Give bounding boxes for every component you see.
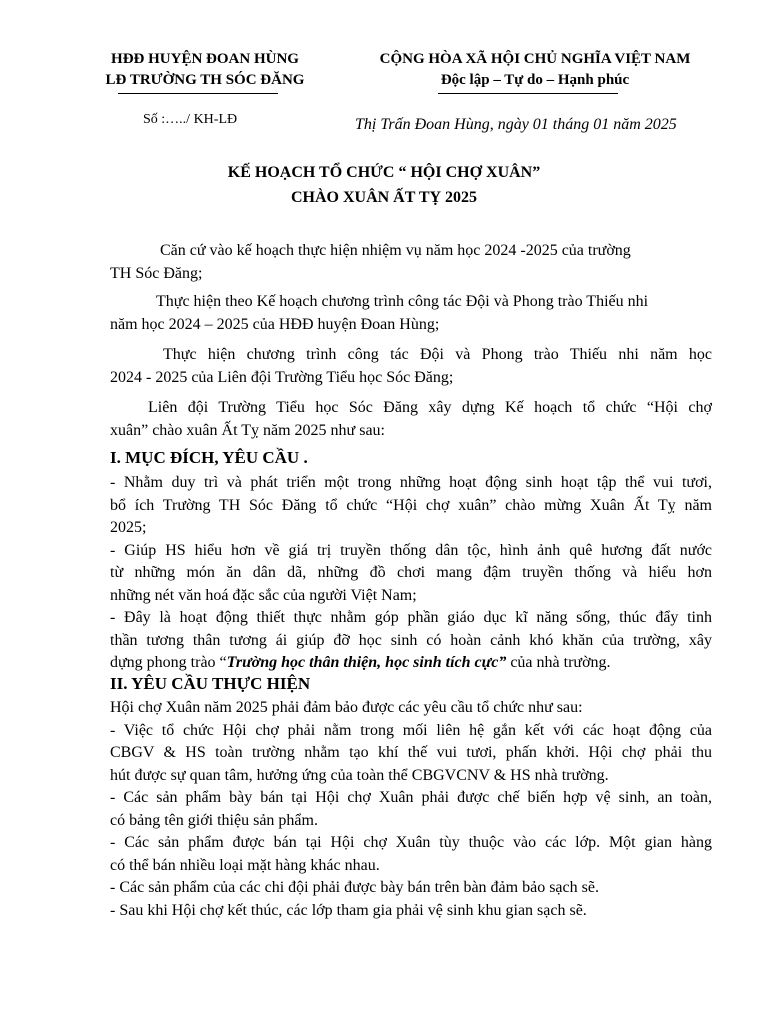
org-underline [118,93,278,94]
org-line-2: LĐ TRƯỜNG TH SÓC ĐĂNG [105,72,305,88]
document-number: Số :…../ KH-LĐ [143,112,238,127]
document-date: Thị Trấn Đoan Hùng, ngày 01 tháng 01 năm 2025 [355,116,677,133]
motto-underline [438,93,618,94]
intro-paragraph-1: Căn cứ vào kế hoạch thực hiện nhiệm vụ năm học 2024 -2025 của trường TH Sóc Đăng; [110,242,631,282]
section-1-content: - Nhằm duy trì và phát triển một trong những hoạt động sinh hoạt tập thể vui tươi, bổ ích Trường TH Sóc Đăng tổ chức “Hội chợ xuân” chào mừng Xuân Ất Tỵ năm 2025; - Giúp HS hiểu hơn về giá trị truyền thống dân tộc, hình ảnh quê hương đất nước từ những món ăn dân dã, những đồ chơi mang đậm truyền thống và hiểu hơn những nét văn hoá đặc sắc của người Việt Nam; - Đây là hoạt động thiết thực nhằm góp phần giáo dục kĩ năng sống, thúc đẩy tinh thần tương thân tương ái giúp đỡ học sinh có hoàn cảnh khó khăn của trường, xây dựng phong trào “Trường học thân thiện, học sinh tích cực” của nhà trường. [110,472,712,675]
national-motto: Độc lập – Tự do – Hạnh phúc [440,72,630,88]
org-line-1: HĐĐ HUYỆN ĐOAN HÙNG [111,51,299,67]
section-2-content: Hội chợ Xuân năm 2025 phải đảm bảo được các yêu cầu tổ chức như sau: - Việc tổ chức Hội chợ phải nằm trong mối liên hệ gắn kết với các hoạt động của CBGV & HS toàn trường nhằm tạo khí thế vui tươi, phấn khởi. Hội chợ phải thu hút được sự quan tâm, hưởng ứng của toàn thể CBGVCNV & HS nhà trường. - Các sản phẩm bày bán tại Hội chợ Xuân phải được chế biến hợp vệ sinh, an toàn, có bảng tên giới thiệu sản phẩm. - Các sản phẩm được bán tại Hội chợ Xuân tùy thuộc vào các lớp. Một gian hàng có thể bán nhiều loại mặt hàng khác nhau. - Các sản phẩm của các chi đội phải được bày bán trên bàn đảm bảo sạch sẽ. - Sau khi Hội chợ kết thúc, các lớp tham gia phải vệ sinh khu gian sạch sẽ. [110,699,712,919]
national-title: CỘNG HÒA XÃ HỘI CHỦ NGHĨA VIỆT NAM [379,51,691,67]
intro-paragraph-2: Thực hiện theo Kế hoạch chương trình công tác Đội và Phong trào Thiếu nhi năm học 2024 – 2025 của HĐĐ huyện Đoan Hùng; [110,293,649,333]
intro-paragraph-3: Thực hiện chương trình công tác Đội và Phong trào Thiếu nhi năm học 2024 - 2025 của Liên đội Trường Tiểu học Sóc Đăng; [110,346,712,386]
plan-subtitle: CHÀO XUÂN ẤT TỴ 2025 [290,189,478,206]
section-1-heading: I. MỤC ĐÍCH, YÊU CẦU . [110,448,308,467]
section-2-heading: II. YÊU CẦU THỰC HIỆN [110,674,311,693]
plan-title: KẾ HOẠCH TỔ CHỨC “ HỘI CHỢ XUÂN” [227,164,541,181]
movement-name: Trường học thân thiện, học sinh tích cực” [226,654,507,671]
intro-paragraph-4: Liên đội Trường Tiểu học Sóc Đăng xây dựng Kế hoạch tổ chức “Hội chợ xuân” chào xuân Ất Tỵ năm 2025 như sau: [110,399,712,439]
section-1-last-line: dựng phong trào “Trường học thân thiện, học sinh tích cực” của nhà trường. [110,654,611,671]
